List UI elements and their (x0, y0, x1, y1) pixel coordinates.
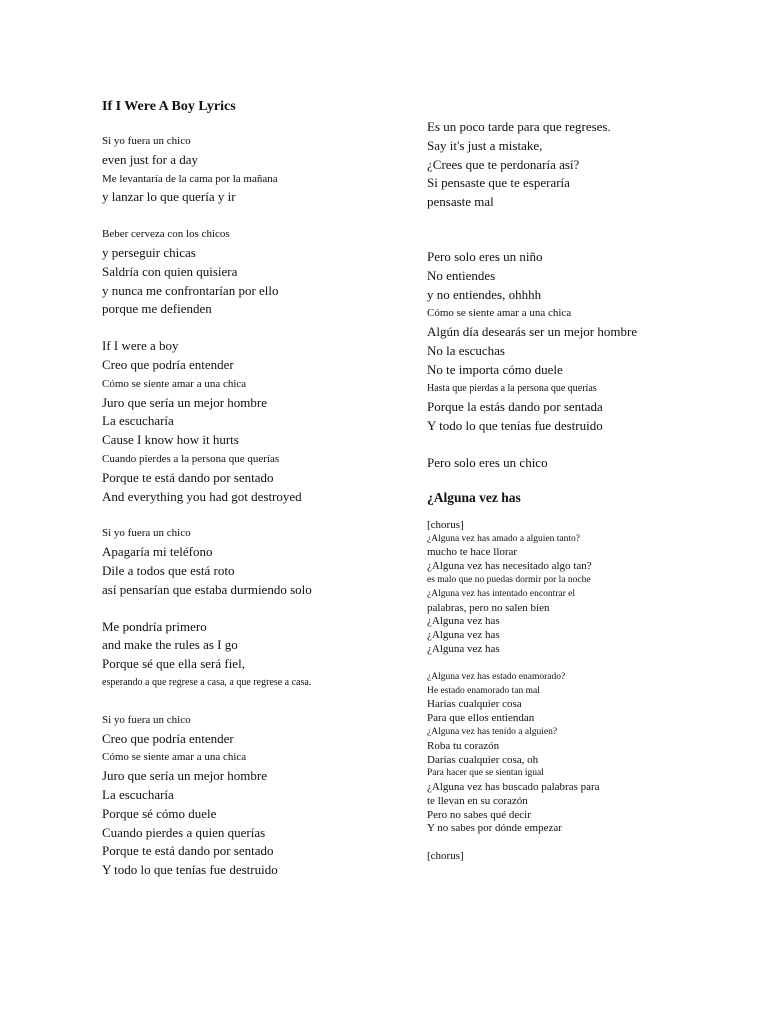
stanza (427, 454, 747, 473)
stanza (102, 337, 412, 506)
right-bottom-stanzas (427, 519, 747, 864)
left-stanzas (102, 132, 412, 880)
stanza (102, 524, 412, 599)
lyric-line: Si yo fuera un chico (102, 527, 191, 540)
lyric-line: pensaste mal (427, 194, 494, 210)
lyric-line: Say it's just a mistake, (427, 137, 543, 153)
stanza (102, 132, 412, 207)
lyric-line: He estado enamorado tan mal (427, 685, 540, 696)
lyric-line: Apagaría mi teléfono (102, 544, 213, 560)
lyric-line: Pero no sabes qué decir (427, 808, 531, 821)
lyric-line: Porque sé cómo duele (102, 805, 217, 821)
lyric-line: Saldría con quien quisiera (102, 263, 238, 279)
lyric-line: ¿Alguna vez has amado a alguien tanto? (427, 533, 580, 544)
lyric-line: Dile a todos que está roto (102, 562, 235, 578)
lyric-line: Juro que sería un mejor hombre (102, 394, 267, 410)
lyric-line: y no entiendes, ohhhh (427, 286, 542, 302)
lyric-line: Si yo fuera un chico (102, 713, 191, 726)
lyric-line: porque me defienden (102, 301, 212, 317)
lyric-line: Porque sé que ella será fiel, (102, 656, 245, 672)
document-title: If I Were A Boy Lyrics (102, 99, 236, 114)
lyric-line: Si yo fuera un chico (102, 135, 191, 147)
lyric-line: ¿Crees que te perdonaría así? (427, 156, 580, 172)
lyric-line: Cómo se siente amar a una chica (102, 377, 247, 390)
lyric-line: ¿Alguna vez has buscado palabras para (427, 781, 600, 794)
lyric-line: y lanzar lo que quería y ir (102, 189, 236, 205)
lyric-line: [chorus] (427, 518, 464, 531)
lyric-line: así pensarían que estaba durmiendo solo (102, 581, 312, 597)
lyric-line: Juro que sería un mejor hombre (102, 768, 267, 784)
lyric-line: Pero solo eres un niño (427, 248, 543, 264)
lyric-line: Porque te está dando por sentado (102, 469, 274, 485)
lyric-line: Cómo se siente amar a una chica (102, 751, 247, 764)
lyric-line: Pero solo eres un chico (427, 454, 548, 470)
section-heading: ¿Alguna vez has (427, 489, 521, 505)
stanza (427, 671, 747, 837)
lyric-line: Me pondría primero (102, 618, 207, 634)
lyric-line: Para hacer que se sientan igual (427, 768, 544, 779)
lyric-line: y nunca me confrontarían por ello (102, 282, 279, 298)
lyric-line: No la escuchas (427, 342, 505, 358)
lyric-line: ¿Alguna vez has (427, 615, 500, 628)
lyric-line: Creo que podría entender (102, 730, 234, 746)
lyric-line: If I were a boy (102, 338, 179, 354)
lyric-line: Cuando pierdes a quien querías (102, 824, 266, 840)
lyric-line: te llevan en su corazón (427, 794, 528, 807)
lyric-line: Cuando pierdes a la persona que querías (102, 452, 280, 465)
stanza (427, 519, 747, 657)
lyric-line: palabras, pero no salen bien (427, 601, 550, 614)
stanza (427, 850, 747, 864)
lyric-line: No entiendes (427, 267, 496, 283)
lyric-line: Y todo lo que tenías fue destruido (427, 418, 603, 434)
lyric-line: Para que ellos entiendan (427, 712, 535, 725)
stanza (102, 711, 412, 880)
lyric-line: Y no sabes por dónde empezar (427, 822, 562, 835)
lyric-line: Me levantaría de la cama por la mañana (102, 172, 278, 185)
lyric-line: Hasta que pierdas a la persona que querías (427, 382, 597, 394)
lyric-line: No te importa cómo duele (427, 361, 563, 377)
lyric-line: and make the rules as I go (102, 637, 238, 653)
right-top-stanzas (427, 118, 747, 473)
lyric-line: Cómo se siente amar a una chica (427, 307, 572, 320)
lyric-line: Porque la estás dando por sentada (427, 399, 603, 415)
lyric-line: even just for a day (102, 151, 199, 167)
lyric-line: ¿Alguna vez has (427, 642, 500, 655)
stanza (102, 225, 412, 319)
left-column (102, 98, 412, 898)
lyric-line: La escucharía (102, 786, 174, 802)
lyric-line: ¿Alguna vez has necesitado algo tan? (427, 560, 592, 573)
lyric-line: ¿Alguna vez has intentado encontrar el (427, 588, 575, 599)
lyric-line: Creo que podría entender (102, 356, 234, 372)
lyric-line: Darías cualquier cosa, oh (427, 753, 539, 766)
lyric-line: ¿Alguna vez has estado enamorado? (427, 671, 566, 682)
lyric-line: ¿Alguna vez has (427, 629, 500, 642)
lyric-line: esperando a que regrese a casa, a que regrese a casa. (102, 676, 312, 688)
lyric-line: Si pensaste que te esperaría (427, 175, 570, 191)
lyric-line: And everything you had got destroyed (102, 488, 302, 504)
lyric-line: y perseguir chicas (102, 244, 196, 260)
lyric-line: Roba tu corazón (427, 739, 500, 752)
lyric-line: mucho te hace llorar (427, 546, 518, 559)
stanza (427, 248, 747, 436)
lyric-line: es malo que no puedas dormir por la noche (427, 574, 591, 585)
right-column (427, 118, 747, 864)
lyric-line: Harías cualquier cosa (427, 698, 522, 711)
lyric-line: Es un poco tarde para que regreses. (427, 119, 611, 134)
lyric-line: Porque te está dando por sentado (102, 843, 274, 859)
lyric-line: Beber cerveza con los chicos (102, 228, 230, 241)
lyric-line: La escucharía (102, 413, 174, 429)
lyric-line: ¿Alguna vez has tenido a alguien? (427, 726, 558, 737)
lyric-line: Algún día desearás ser un mejor hombre (427, 324, 638, 340)
lyric-line: Cause I know how it hurts (102, 432, 239, 448)
lyric-line: Y todo lo que tenías fue destruido (102, 862, 278, 878)
stanza (102, 618, 412, 693)
stanza (427, 118, 747, 212)
lyric-line: [chorus] (427, 850, 464, 863)
